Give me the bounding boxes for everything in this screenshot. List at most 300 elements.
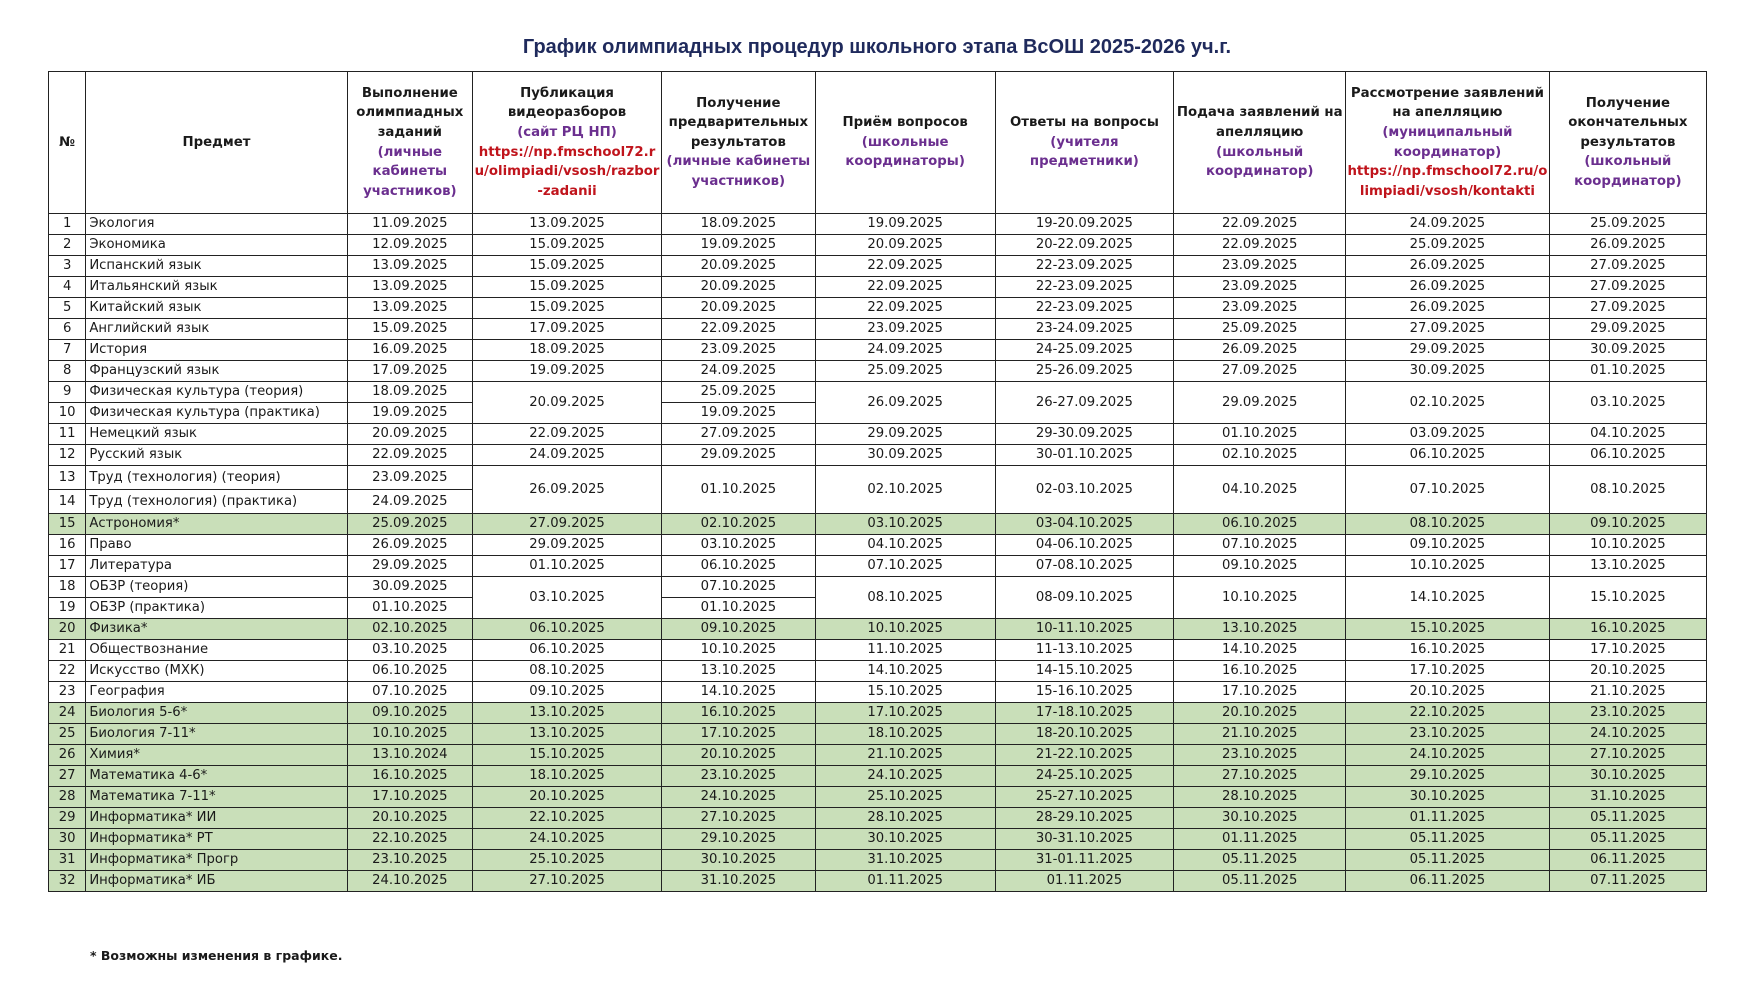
row-number-cell: 32 — [49, 871, 86, 892]
header-col-6 — [1174, 72, 1346, 214]
date-cell-c4: 23.09.2025 — [815, 319, 995, 340]
row-number-cell: 5 — [49, 298, 86, 319]
date-cell-c6: 23.09.2025 — [1174, 277, 1346, 298]
subject-cell: Информатика* Прогр — [86, 850, 347, 871]
date-cell-c6: 07.10.2025 — [1174, 535, 1346, 556]
date-cell-c3: 13.10.2025 — [661, 661, 815, 682]
date-cell-c8: 31.10.2025 — [1549, 787, 1706, 808]
date-cell-c3: 31.10.2025 — [661, 871, 815, 892]
date-cell-c5: 22-23.09.2025 — [995, 277, 1174, 298]
date-cell-c3: 25.09.2025 — [661, 382, 815, 403]
date-cell-c7: 16.10.2025 — [1346, 640, 1550, 661]
header-col-2-link[interactable]: https://np.fmschool72.ru/olimpiadi/vsosh/razbor-zadanii — [474, 144, 660, 199]
date-cell-c6: 28.10.2025 — [1174, 787, 1346, 808]
subject-cell: Экология — [86, 214, 347, 235]
date-cell-c4: 03.10.2025 — [815, 514, 995, 535]
date-cell-c5: 30-31.10.2025 — [995, 829, 1174, 850]
table-row — [49, 871, 1707, 892]
date-cell-c5: 17-18.10.2025 — [995, 703, 1174, 724]
date-cell-c2: 25.10.2025 — [473, 850, 662, 871]
table-row — [49, 682, 1707, 703]
row-number-cell: 12 — [49, 445, 86, 466]
date-cell-c6: 13.10.2025 — [1174, 619, 1346, 640]
date-cell-c1: 10.10.2025 — [347, 724, 473, 745]
subject-cell: Биология 7-11* — [86, 724, 347, 745]
date-cell-c5: 21-22.10.2025 — [995, 745, 1174, 766]
table-row — [49, 850, 1707, 871]
header-col-4 — [815, 72, 995, 214]
date-cell-c4: 11.10.2025 — [815, 640, 995, 661]
date-cell-c1: 17.09.2025 — [347, 361, 473, 382]
date-cell-c6: 26.09.2025 — [1174, 340, 1346, 361]
date-cell-c2: 18.09.2025 — [473, 340, 662, 361]
date-cell-c4: 25.10.2025 — [815, 787, 995, 808]
date-cell-c1: 13.09.2025 — [347, 277, 473, 298]
date-cell-c2: 06.10.2025 — [473, 640, 662, 661]
subject-cell: ОБЗР (теория) — [86, 577, 347, 598]
row-number-cell: 29 — [49, 808, 86, 829]
date-cell-c5: 02-03.10.2025 — [995, 466, 1174, 514]
subject-cell: Русский язык — [86, 445, 347, 466]
date-cell-c6: 22.09.2025 — [1174, 214, 1346, 235]
subject-cell: Химия* — [86, 745, 347, 766]
date-cell-c2: 13.09.2025 — [473, 214, 662, 235]
table-row — [49, 661, 1707, 682]
date-cell-c3: 02.10.2025 — [661, 514, 815, 535]
date-cell-c3: 18.09.2025 — [661, 214, 815, 235]
date-cell-c3: 06.10.2025 — [661, 556, 815, 577]
date-cell-c1: 25.09.2025 — [347, 514, 473, 535]
date-cell-c7: 22.10.2025 — [1346, 703, 1550, 724]
date-cell-c7: 10.10.2025 — [1346, 556, 1550, 577]
date-cell-c3: 19.09.2025 — [661, 235, 815, 256]
subject-cell: Английский язык — [86, 319, 347, 340]
date-cell-c8: 06.10.2025 — [1549, 445, 1706, 466]
date-cell-c6: 09.10.2025 — [1174, 556, 1346, 577]
table-row — [49, 214, 1707, 235]
date-cell-c4: 07.10.2025 — [815, 556, 995, 577]
table-row — [49, 829, 1707, 850]
table-row — [49, 787, 1707, 808]
date-cell-c1: 13.09.2025 — [347, 298, 473, 319]
date-cell-c4: 10.10.2025 — [815, 619, 995, 640]
row-number-cell: 23 — [49, 682, 86, 703]
row-number-cell: 4 — [49, 277, 86, 298]
date-cell-c7: 14.10.2025 — [1346, 577, 1550, 619]
date-cell-c5: 24-25.10.2025 — [995, 766, 1174, 787]
header-col-7-link[interactable]: https://np.fmschool72.ru/olimpiadi/vsosh/kontakti — [1347, 164, 1548, 199]
date-cell-c2: 01.10.2025 — [473, 556, 662, 577]
date-cell-c6: 29.09.2025 — [1174, 382, 1346, 424]
date-cell-c1: 18.09.2025 — [347, 382, 473, 403]
date-cell-c5: 20-22.09.2025 — [995, 235, 1174, 256]
date-cell-c7: 17.10.2025 — [1346, 661, 1550, 682]
date-cell-c4: 30.10.2025 — [815, 829, 995, 850]
date-cell-c3: 24.09.2025 — [661, 361, 815, 382]
date-cell-c8: 25.09.2025 — [1549, 214, 1706, 235]
row-number-cell: 16 — [49, 535, 86, 556]
date-cell-c3: 01.10.2025 — [661, 598, 815, 619]
date-cell-c6: 10.10.2025 — [1174, 577, 1346, 619]
date-cell-c7: 30.09.2025 — [1346, 361, 1550, 382]
header-col-6-note: (школьный координатор) — [1205, 144, 1314, 180]
date-cell-c2: 18.10.2025 — [473, 766, 662, 787]
date-cell-c6: 06.10.2025 — [1174, 514, 1346, 535]
date-cell-c4: 25.09.2025 — [815, 361, 995, 382]
date-cell-c1: 29.09.2025 — [347, 556, 473, 577]
date-cell-c7: 06.10.2025 — [1346, 445, 1550, 466]
subject-cell: Итальянский язык — [86, 277, 347, 298]
date-cell-c2: 24.10.2025 — [473, 829, 662, 850]
date-cell-c4: 22.09.2025 — [815, 256, 995, 277]
row-number-cell: 11 — [49, 424, 86, 445]
table-row — [49, 340, 1707, 361]
date-cell-c5: 14-15.10.2025 — [995, 661, 1174, 682]
subject-cell: ОБЗР (практика) — [86, 598, 347, 619]
date-cell-c2: 27.10.2025 — [473, 871, 662, 892]
date-cell-c6: 27.10.2025 — [1174, 766, 1346, 787]
subject-cell: Физическая культура (теория) — [86, 382, 347, 403]
date-cell-c4: 29.09.2025 — [815, 424, 995, 445]
subject-cell: Обществознание — [86, 640, 347, 661]
date-cell-c8: 03.10.2025 — [1549, 382, 1706, 424]
subject-cell: Информатика* ИИ — [86, 808, 347, 829]
subject-cell: Право — [86, 535, 347, 556]
date-cell-c6: 25.09.2025 — [1174, 319, 1346, 340]
date-cell-c6: 05.11.2025 — [1174, 871, 1346, 892]
date-cell-c5: 08-09.10.2025 — [995, 577, 1174, 619]
date-cell-c1: 17.10.2025 — [347, 787, 473, 808]
date-cell-c3: 16.10.2025 — [661, 703, 815, 724]
date-cell-c4: 24.09.2025 — [815, 340, 995, 361]
date-cell-c8: 24.10.2025 — [1549, 724, 1706, 745]
row-number-cell: 6 — [49, 319, 86, 340]
date-cell-c8: 30.10.2025 — [1549, 766, 1706, 787]
date-cell-c7: 24.09.2025 — [1346, 214, 1550, 235]
date-cell-c2: 22.10.2025 — [473, 808, 662, 829]
schedule-table — [48, 71, 1707, 892]
date-cell-c8: 20.10.2025 — [1549, 661, 1706, 682]
date-cell-c1: 16.09.2025 — [347, 340, 473, 361]
row-number-cell: 7 — [49, 340, 86, 361]
subject-cell: Искусство (МХК) — [86, 661, 347, 682]
date-cell-c3: 27.09.2025 — [661, 424, 815, 445]
subject-cell: Труд (технология) (теория) — [86, 466, 347, 490]
table-row — [49, 577, 1707, 598]
date-cell-c8: 27.10.2025 — [1549, 745, 1706, 766]
table-row — [49, 382, 1707, 403]
date-cell-c3: 22.09.2025 — [661, 319, 815, 340]
date-cell-c2: 29.09.2025 — [473, 535, 662, 556]
table-row — [49, 361, 1707, 382]
date-cell-c7: 24.10.2025 — [1346, 745, 1550, 766]
footnote: * Возможны изменения в графике. — [90, 948, 343, 963]
table-row — [49, 640, 1707, 661]
date-cell-c5: 22-23.09.2025 — [995, 256, 1174, 277]
subject-cell: Физика* — [86, 619, 347, 640]
date-cell-c7: 29.09.2025 — [1346, 340, 1550, 361]
date-cell-c7: 07.10.2025 — [1346, 466, 1550, 514]
row-number-cell: 18 — [49, 577, 86, 598]
header-col-2 — [473, 72, 662, 214]
date-cell-c2: 15.09.2025 — [473, 235, 662, 256]
date-cell-c2: 15.09.2025 — [473, 277, 662, 298]
date-cell-c7: 03.09.2025 — [1346, 424, 1550, 445]
date-cell-c5: 24-25.09.2025 — [995, 340, 1174, 361]
date-cell-c7: 25.09.2025 — [1346, 235, 1550, 256]
date-cell-c4: 21.10.2025 — [815, 745, 995, 766]
date-cell-c5: 31-01.11.2025 — [995, 850, 1174, 871]
date-cell-c3: 24.10.2025 — [661, 787, 815, 808]
date-cell-c6: 01.11.2025 — [1174, 829, 1346, 850]
date-cell-c8: 01.10.2025 — [1549, 361, 1706, 382]
date-cell-c5: 28-29.10.2025 — [995, 808, 1174, 829]
schedule-body — [49, 214, 1707, 892]
date-cell-c3: 30.10.2025 — [661, 850, 815, 871]
date-cell-c3: 23.10.2025 — [661, 766, 815, 787]
date-cell-c3: 14.10.2025 — [661, 682, 815, 703]
date-cell-c8: 27.09.2025 — [1549, 256, 1706, 277]
date-cell-c1: 23.10.2025 — [347, 850, 473, 871]
subject-cell: Математика 4-6* — [86, 766, 347, 787]
date-cell-c5: 15-16.10.2025 — [995, 682, 1174, 703]
date-cell-c2: 03.10.2025 — [473, 577, 662, 619]
date-cell-c8: 27.09.2025 — [1549, 277, 1706, 298]
table-row — [49, 808, 1707, 829]
subject-cell: Информатика* ИБ — [86, 871, 347, 892]
date-cell-c8: 27.09.2025 — [1549, 298, 1706, 319]
header-col-7-main: Рассмотрение заявлений на апелляцию — [1350, 85, 1544, 121]
date-cell-c5: 07-08.10.2025 — [995, 556, 1174, 577]
row-number-cell: 21 — [49, 640, 86, 661]
table-row — [49, 514, 1707, 535]
subject-cell: Экономика — [86, 235, 347, 256]
row-number-cell: 14 — [49, 490, 86, 514]
date-cell-c4: 18.10.2025 — [815, 724, 995, 745]
date-cell-c8: 05.11.2025 — [1549, 829, 1706, 850]
header-col-1 — [347, 72, 473, 214]
row-number-cell: 8 — [49, 361, 86, 382]
table-row — [49, 256, 1707, 277]
date-cell-c1: 24.09.2025 — [347, 490, 473, 514]
date-cell-c1: 23.09.2025 — [347, 466, 473, 490]
date-cell-c8: 08.10.2025 — [1549, 466, 1706, 514]
date-cell-c8: 13.10.2025 — [1549, 556, 1706, 577]
date-cell-c8: 21.10.2025 — [1549, 682, 1706, 703]
date-cell-c2: 15.09.2025 — [473, 256, 662, 277]
header-col-5-main: Ответы на вопросы — [1009, 115, 1159, 131]
row-number-cell: 15 — [49, 514, 86, 535]
date-cell-c3: 20.09.2025 — [661, 256, 815, 277]
header-col-3-note: (личные кабинеты участников) — [666, 154, 811, 189]
date-cell-c4: 04.10.2025 — [815, 535, 995, 556]
date-cell-c1: 30.09.2025 — [347, 577, 473, 598]
date-cell-c7: 26.09.2025 — [1346, 277, 1550, 298]
date-cell-c1: 09.10.2025 — [347, 703, 473, 724]
date-cell-c7: 20.10.2025 — [1346, 682, 1550, 703]
date-cell-c3: 29.10.2025 — [661, 829, 815, 850]
date-cell-c8: 05.11.2025 — [1549, 808, 1706, 829]
date-cell-c1: 03.10.2025 — [347, 640, 473, 661]
date-cell-c5: 26-27.09.2025 — [995, 382, 1174, 424]
date-cell-c1: 13.09.2025 — [347, 256, 473, 277]
date-cell-c7: 23.10.2025 — [1346, 724, 1550, 745]
subject-cell: Биология 5-6* — [86, 703, 347, 724]
row-number-cell: 3 — [49, 256, 86, 277]
date-cell-c5: 25-27.10.2025 — [995, 787, 1174, 808]
date-cell-c1: 01.10.2025 — [347, 598, 473, 619]
table-row — [49, 766, 1707, 787]
row-number-cell: 1 — [49, 214, 86, 235]
date-cell-c3: 01.10.2025 — [661, 466, 815, 514]
date-cell-c7: 26.09.2025 — [1346, 256, 1550, 277]
table-row — [49, 745, 1707, 766]
page-title: График олимпиадных процедур школьного этапа ВсОШ 2025-2026 уч.г. — [522, 36, 1232, 58]
header-col-1-main: Выполнение олимпиадных заданий — [356, 85, 464, 140]
date-cell-c2: 06.10.2025 — [473, 619, 662, 640]
date-cell-c2: 15.09.2025 — [473, 298, 662, 319]
table-row — [49, 319, 1707, 340]
header-col-4-main: Приём вопросов — [842, 115, 968, 131]
header-col-3 — [661, 72, 815, 214]
table-row — [49, 535, 1707, 556]
date-cell-c7: 01.11.2025 — [1346, 808, 1550, 829]
date-cell-c6: 04.10.2025 — [1174, 466, 1346, 514]
row-number-cell: 22 — [49, 661, 86, 682]
table-row — [49, 556, 1707, 577]
date-cell-c3: 27.10.2025 — [661, 808, 815, 829]
date-cell-c5: 30-01.10.2025 — [995, 445, 1174, 466]
date-cell-c4: 22.09.2025 — [815, 298, 995, 319]
table-row — [49, 298, 1707, 319]
subject-cell: Литература — [86, 556, 347, 577]
date-cell-c5: 22-23.09.2025 — [995, 298, 1174, 319]
row-number-cell: 24 — [49, 703, 86, 724]
date-cell-c5: 23-24.09.2025 — [995, 319, 1174, 340]
date-cell-c1: 20.10.2025 — [347, 808, 473, 829]
date-cell-c5: 01.11.2025 — [995, 871, 1174, 892]
header-col-8 — [1549, 72, 1706, 214]
row-number-cell: 27 — [49, 766, 86, 787]
date-cell-c2: 17.09.2025 — [473, 319, 662, 340]
header-row — [49, 72, 1707, 214]
header-col-5 — [995, 72, 1174, 214]
date-cell-c4: 17.10.2025 — [815, 703, 995, 724]
date-cell-c5: 25-26.09.2025 — [995, 361, 1174, 382]
date-cell-c8: 07.11.2025 — [1549, 871, 1706, 892]
date-cell-c8: 04.10.2025 — [1549, 424, 1706, 445]
date-cell-c5: 11-13.10.2025 — [995, 640, 1174, 661]
date-cell-c1: 13.10.2024 — [347, 745, 473, 766]
date-cell-c6: 30.10.2025 — [1174, 808, 1346, 829]
date-cell-c1: 19.09.2025 — [347, 403, 473, 424]
date-cell-c2: 09.10.2025 — [473, 682, 662, 703]
table-row — [49, 424, 1707, 445]
date-cell-c1: 16.10.2025 — [347, 766, 473, 787]
date-cell-c8: 15.10.2025 — [1549, 577, 1706, 619]
row-number-cell: 10 — [49, 403, 86, 424]
date-cell-c3: 10.10.2025 — [661, 640, 815, 661]
date-cell-c2: 19.09.2025 — [473, 361, 662, 382]
header-col-2-note: (сайт РЦ НП) — [517, 124, 617, 140]
date-cell-c7: 08.10.2025 — [1346, 514, 1550, 535]
header-col-7 — [1346, 72, 1550, 214]
date-cell-c1: 20.09.2025 — [347, 424, 473, 445]
date-cell-c8: 10.10.2025 — [1549, 535, 1706, 556]
row-number-cell: 26 — [49, 745, 86, 766]
date-cell-c1: 06.10.2025 — [347, 661, 473, 682]
date-cell-c2: 15.10.2025 — [473, 745, 662, 766]
date-cell-c2: 27.09.2025 — [473, 514, 662, 535]
header-col-4-note: (школьные координаторы) — [845, 134, 965, 170]
date-cell-c2: 20.10.2025 — [473, 787, 662, 808]
date-cell-c2: 13.10.2025 — [473, 703, 662, 724]
table-row — [49, 235, 1707, 256]
date-cell-c7: 02.10.2025 — [1346, 382, 1550, 424]
row-number-cell: 2 — [49, 235, 86, 256]
date-cell-c3: 20.09.2025 — [661, 277, 815, 298]
header-col-2-main: Публикация видеоразборов — [507, 85, 627, 121]
date-cell-c3: 07.10.2025 — [661, 577, 815, 598]
date-cell-c2: 22.09.2025 — [473, 424, 662, 445]
date-cell-c2: 26.09.2025 — [473, 466, 662, 514]
date-cell-c7: 06.11.2025 — [1346, 871, 1550, 892]
table-row — [49, 619, 1707, 640]
date-cell-c6: 05.11.2025 — [1174, 850, 1346, 871]
date-cell-c6: 21.10.2025 — [1174, 724, 1346, 745]
date-cell-c8: 23.10.2025 — [1549, 703, 1706, 724]
date-cell-c3: 29.09.2025 — [661, 445, 815, 466]
row-number-cell: 30 — [49, 829, 86, 850]
date-cell-c6: 20.10.2025 — [1174, 703, 1346, 724]
date-cell-c7: 15.10.2025 — [1346, 619, 1550, 640]
date-cell-c8: 06.11.2025 — [1549, 850, 1706, 871]
date-cell-c1: 24.10.2025 — [347, 871, 473, 892]
date-cell-c3: 03.10.2025 — [661, 535, 815, 556]
date-cell-c2: 20.09.2025 — [473, 382, 662, 424]
date-cell-c1: 11.09.2025 — [347, 214, 473, 235]
row-number-cell: 17 — [49, 556, 86, 577]
date-cell-c4: 31.10.2025 — [815, 850, 995, 871]
date-cell-c8: 17.10.2025 — [1549, 640, 1706, 661]
header-col-3-main: Получение предварительных результатов — [668, 95, 809, 150]
row-number-cell: 13 — [49, 466, 86, 490]
date-cell-c5: 04-06.10.2025 — [995, 535, 1174, 556]
date-cell-c7: 05.11.2025 — [1346, 850, 1550, 871]
date-cell-c7: 05.11.2025 — [1346, 829, 1550, 850]
table-row — [49, 445, 1707, 466]
date-cell-c8: 16.10.2025 — [1549, 619, 1706, 640]
date-cell-c1: 15.09.2025 — [347, 319, 473, 340]
row-number-cell: 20 — [49, 619, 86, 640]
subject-cell: Астрономия* — [86, 514, 347, 535]
row-number-cell: 28 — [49, 787, 86, 808]
date-cell-c6: 16.10.2025 — [1174, 661, 1346, 682]
date-cell-c7: 09.10.2025 — [1346, 535, 1550, 556]
date-cell-c7: 30.10.2025 — [1346, 787, 1550, 808]
header-col-1-note: (личные кабинеты участников) — [363, 144, 457, 199]
table-row — [49, 466, 1707, 490]
date-cell-c4: 30.09.2025 — [815, 445, 995, 466]
date-cell-c4: 08.10.2025 — [815, 577, 995, 619]
date-cell-c6: 17.10.2025 — [1174, 682, 1346, 703]
date-cell-c4: 15.10.2025 — [815, 682, 995, 703]
subject-cell: Труд (технология) (практика) — [86, 490, 347, 514]
table-row — [49, 703, 1707, 724]
subject-cell: Китайский язык — [86, 298, 347, 319]
row-number-cell: 9 — [49, 382, 86, 403]
date-cell-c6: 02.10.2025 — [1174, 445, 1346, 466]
